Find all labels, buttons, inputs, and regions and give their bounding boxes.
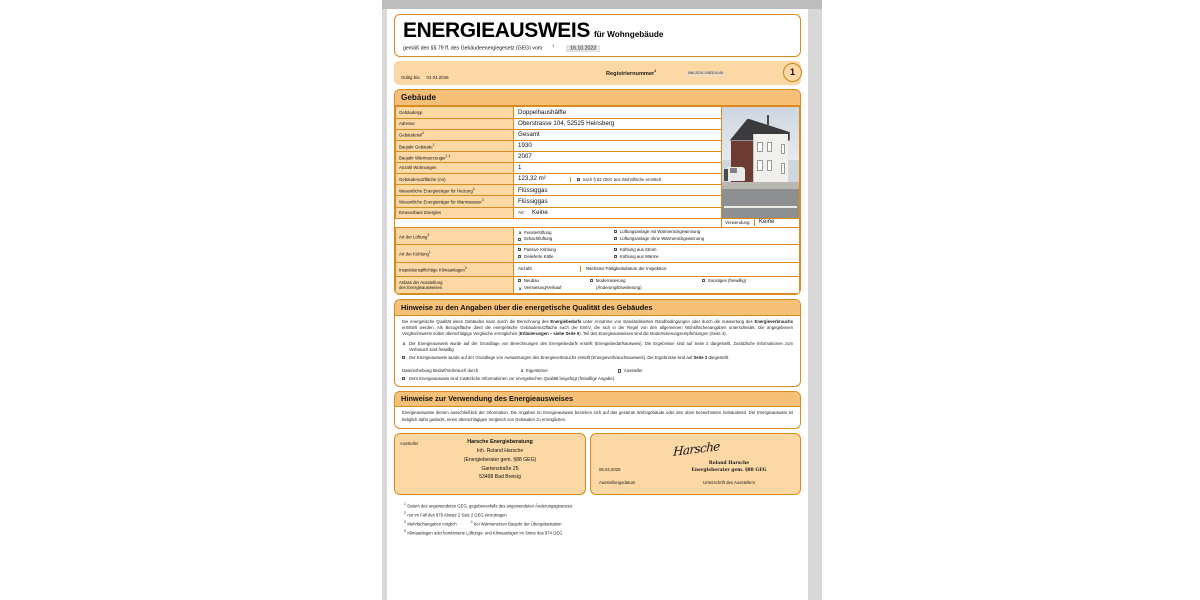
data-collection-row: [395, 366, 800, 376]
registration-label: [606, 69, 656, 78]
row-label-anlass: [396, 276, 514, 294]
ventilation-option-label: Schachtlüftung: [523, 236, 553, 242]
reason-option-label: Vermietung/Verkauf: [523, 285, 562, 291]
photo-bin: [724, 169, 729, 181]
law-footnote-marker: 1: [552, 44, 555, 48]
row-value-gebaeudetyp: Doppelhaushälfte: [514, 107, 722, 118]
photo-window: [767, 142, 772, 152]
label-text: Baujahr Wärmeerzeuger: [399, 155, 446, 161]
data-collection-label: Datenerhebung Bedarf/Verbrauch durch: [402, 367, 479, 373]
page-title: ENERGIEAUSWEIS: [403, 19, 590, 42]
row-label-kuehlung: [396, 245, 514, 262]
building-table: [395, 106, 800, 294]
label-text: Anzahl Wohnungen: [399, 165, 437, 171]
document-header: [394, 14, 801, 57]
nutzflaeche-note-text: nach § 82 GEG aus Wohnfläche ermittelt: [582, 176, 661, 182]
label-text-line1: Anlass der Ausstellung: [399, 279, 443, 285]
cooling-option-label: Passive Kühlung: [523, 246, 556, 252]
label-text: Baujahr Gebäude: [399, 143, 433, 149]
checkbox-icon[interactable]: [518, 248, 521, 251]
footnote-marker: 5: [464, 265, 467, 270]
row-value-kuehlung: [514, 245, 800, 262]
checkbox-icon[interactable]: [618, 369, 621, 372]
footnote-text: Mehrfachangaben möglich: [407, 521, 457, 527]
issuer-section: [394, 433, 801, 495]
footnotes: [394, 499, 801, 539]
footnote-number: 1: [404, 501, 406, 506]
checkbox-icon[interactable]: [402, 356, 405, 359]
footnote-text: Datum des angewendeten GEG, gegebenenfalls des angewendeten Änderungsgesetzes: [407, 503, 573, 509]
row-value-anzahl-wohnungen: 1: [514, 163, 722, 174]
table-row: [396, 245, 800, 262]
issuer-city: 53498 Bad Breisig: [479, 474, 521, 481]
building-section-title: Gebäude: [395, 90, 800, 106]
checkbox-icon[interactable]: [518, 255, 521, 258]
checkbox-icon[interactable]: [614, 230, 617, 233]
row-label-nutzflaeche: [396, 174, 514, 185]
table-row: [396, 262, 800, 276]
photo-window: [781, 163, 786, 174]
checkbox-icon[interactable]: [614, 248, 617, 251]
bullet-bold: Seite 3: [693, 354, 708, 360]
label-text: Inspektionspflichtige Klimaanlagen: [399, 267, 465, 273]
quality-bullet-bedarf: [395, 341, 800, 355]
label-text: Erneuerbare Energien: [399, 209, 442, 215]
renewables-use-value: Keine: [754, 219, 774, 227]
label-text-line2: des Energieausweises: [399, 284, 442, 290]
row-value-nutzflaeche: [514, 174, 722, 185]
checkbox-checked-icon[interactable]: x: [402, 340, 406, 346]
row-value-baujahr-gebaeude: 1930: [514, 140, 722, 151]
energieausweis-page: [387, 9, 808, 600]
checkbox-icon[interactable]: [614, 255, 617, 258]
table-row: [396, 218, 800, 227]
row-label-gebaeudeteil: [396, 129, 514, 140]
photo-window: [757, 160, 762, 171]
label-text: Art der Kühlung: [399, 251, 429, 257]
row-value-lueftung: [514, 227, 800, 245]
row-value-gebaeudeteil: Gesamt: [514, 129, 722, 140]
photo-road: [722, 189, 799, 218]
issuer-owner: Inh. Roland Harsche: [476, 448, 524, 455]
option-label: Eigentümer: [525, 367, 548, 373]
row-value-adresse: Oberstrasse 104, 52525 Heinsberg: [514, 118, 722, 129]
viewer-top-bar: [382, 0, 822, 9]
valid-until-value: 04.04.2036: [426, 75, 449, 81]
row-value-energietraeger-warmwasser: Flüssiggas: [514, 196, 722, 207]
para-part: unter Annahme von standardisierten Randbedingungen oder durch die Auswertung des: [581, 318, 755, 324]
row-value-energietraeger-heizung: Flüssiggas: [514, 185, 722, 196]
quality-extra-option: [395, 376, 800, 386]
bullet-part: dargestellt.: [707, 354, 730, 360]
option-label: Aussteller: [623, 367, 643, 373]
usage-notes-paragraph: Energieausweise dienen ausschließlich der Information. Die Angaben im Energieausweis beziehen sich auf das gesamte Wohngebäude oder den oben bezeichneten Gebäudeteil. Der Energieausweis ist lediglich dafür gedacht, einen überschlägigen Vergleich von Gebäuden zu ermöglichen.: [402, 410, 793, 422]
para-bold: Energiebedarfs: [550, 318, 582, 324]
label-text: Art der Lüftung: [399, 234, 428, 240]
para-bold: Energieverbrauchs: [754, 318, 793, 324]
reason-option-label: Neubau: [523, 277, 539, 283]
footnote-text: nur im Fall des §79 Absatz 2 Satz 2 GEG einzutragen: [407, 512, 507, 518]
row-label-klimaanlagen: [396, 262, 514, 276]
footnote-2: [404, 510, 791, 519]
renewables-art-value: Keine: [532, 208, 548, 216]
table-row: [396, 227, 800, 245]
aircon-count-label: Anzahl:: [518, 266, 533, 272]
checkbox-icon[interactable]: [614, 237, 617, 240]
issuer-qualification: (Energieberater gem. §88 GEG): [463, 456, 537, 463]
checkbox-icon[interactable]: [518, 238, 521, 241]
photo-window: [757, 142, 762, 152]
label-text: Wesentliche Energieträger für Heizung: [399, 188, 473, 194]
row-label-gebaeudetyp: [396, 107, 514, 118]
label-text: Gebäudeteil: [399, 132, 423, 138]
registration-value: NW-2026-008319149: [688, 71, 724, 76]
checkbox-icon[interactable]: [518, 279, 521, 282]
row-label-energietraeger-warmwasser: [396, 196, 514, 207]
house-photo-illustration: [722, 107, 799, 217]
page-subtitle: für Wohngebäude: [593, 30, 664, 39]
cooling-option-label: Kühlung aus Strom: [619, 246, 657, 252]
usage-notes-section: [394, 391, 801, 429]
footnote-number: 3: [404, 519, 406, 524]
issuer-street: Gartenstraße 25: [481, 465, 519, 472]
issuer-tag: Aussteller: [400, 440, 419, 446]
footnote-marker: 1 4: [445, 153, 451, 158]
quality-bullet-text: Der Energieausweis wurde auf der Grundlage von Berechnungen des Energiebedarfs erstellt (Energiebedarfsausweis). Die Ergebnisse sind auf Seite 2 dargestellt. Zusätzliche Informationen zum Verbrauch sind freiwillig.: [409, 340, 793, 353]
aircon-next-label: Nächstes Fälligkeitsdatum der Inspektion:: [580, 266, 799, 272]
footnote-5: [404, 528, 791, 537]
registration-label-text: Registriernummer: [606, 71, 655, 78]
checkbox-checked-icon[interactable]: x: [520, 367, 524, 373]
footnote-marker: 3: [481, 198, 484, 203]
valid-until: [401, 75, 449, 81]
label-text: Gebäudetyp: [399, 109, 423, 115]
quality-notes-section: [394, 299, 801, 387]
label-text: Wesentliche Energieträger für Warmwasser: [399, 199, 482, 205]
data-collection-issuer: [618, 368, 643, 373]
footnote-marker: 3: [427, 232, 430, 237]
photo-chimney: [767, 115, 770, 125]
building-photo: [722, 107, 800, 218]
issuer-box: [394, 433, 586, 495]
para-part: ). Teil des Energieausweises sind die Modernisierungsempfehlungen (Seite 4).: [579, 331, 727, 337]
photo-window: [781, 144, 786, 154]
footnote-number: 2: [404, 510, 406, 515]
ventilation-option-label: Fensterlüftung: [523, 229, 552, 235]
reason-option-label: Sonstiges (freiwillig): [707, 277, 747, 283]
registration-strip: [394, 61, 801, 85]
photo-road-marking: [724, 206, 798, 207]
row-value-baujahr-waermeerzeuger: 2007: [514, 151, 722, 162]
para-bold: Erläuterungen – siehe Seite 5: [519, 331, 580, 337]
quality-bullet-verbrauch: [395, 355, 800, 363]
para-part: Die energetische Qualität eines Gebäudes kann durch die Berechnung des: [402, 318, 551, 324]
cooling-option-label: Gelieferte Kälte: [523, 253, 554, 259]
row-value-erneuerbare: [514, 207, 722, 218]
footnote-text: bei Wärmenetzen Baujahr der Übergabestation: [474, 521, 562, 527]
footnote-marker: 1: [428, 250, 431, 255]
footnote-marker: 1: [432, 142, 435, 147]
para-part: ermittelt werden. Als Bezugsfläche dient die energetische Gebäudenutzfläche nach der EnEV, die sich in der Regel von den allgemeinen Wohnflächenangaben unterscheidet. Die angegebenen Vergleichswerte sollen überschlägige Vergleiche ermöglichen (: [402, 324, 793, 337]
table-row: [396, 276, 800, 294]
valid-until-label: Gültig bis:: [401, 75, 421, 81]
nutzflaeche-value: 123,32 m²: [518, 175, 546, 183]
nutzflaeche-note: [570, 177, 661, 182]
row-label-adresse: [396, 118, 514, 129]
issuer-company: Harsche Energieberatung: [467, 438, 533, 445]
reason-option-sub: (Änderung/Erweiterung): [596, 284, 642, 290]
building-section: [394, 89, 801, 295]
law-reference-line: [403, 44, 792, 52]
quality-notes-title: Hinweise zu den Angaben über die energetische Qualität des Gebäudes: [395, 300, 800, 315]
row-label-baujahr-waermeerzeuger: [396, 151, 514, 162]
footnote-number: 4: [470, 519, 473, 524]
checkbox-icon[interactable]: [402, 377, 405, 380]
registration-footnote-marker: 2: [654, 69, 657, 74]
issuer-lines: [395, 438, 585, 482]
row-label-energietraeger-heizung: [396, 185, 514, 196]
table-row: [396, 107, 800, 118]
law-date-value: 16.10.2023: [566, 45, 600, 52]
signature-name: Roland Harsche: [708, 460, 750, 466]
quality-notes-paragraph: [395, 316, 800, 341]
reason-option-label: Modernisierung: [595, 277, 626, 283]
photo-sidewalk: [722, 182, 799, 189]
row-label-anzahl-wohnungen: [396, 163, 514, 174]
data-collection-owner: [520, 368, 618, 374]
quality-extra-option-text: Dem Energieausweis sind zusätzliche Informationen zur energetischen Qualität beigefügt (freiwillige Angabe).: [409, 375, 616, 381]
renewables-use-label: Verwendung:: [725, 219, 751, 225]
checkbox-checked-icon[interactable]: x: [518, 229, 522, 235]
signature-role: Energieberater gem. §88 GEG: [691, 467, 767, 473]
ventilation-option-label: Lüftungsanlage ohne Wärmerückgewinnung: [619, 235, 704, 241]
checkbox-icon[interactable]: [702, 279, 705, 282]
photo-window: [767, 160, 772, 171]
footnote-number: 5: [404, 528, 406, 533]
renewables-usage-cell: [722, 218, 800, 227]
law-reference-text: gemäß den §§ 79 ff. des Gebäudeenergiegesetz (GEG) vom: [403, 45, 543, 52]
footnote-marker: 2: [422, 131, 424, 136]
renewables-art-label: Art:: [518, 209, 525, 215]
footnote-marker: 3: [472, 187, 475, 192]
row-label-erneuerbare: [396, 207, 514, 218]
footnote-3: [404, 519, 791, 528]
footnote-text: Klimaanlagen oder kombinierte Lüftungs- und Klimaanlagen im Sinne des §74 GEG: [407, 530, 563, 536]
signature-glyph: Harsche: [672, 438, 721, 459]
label-text: Gebäudenutzfläche (An): [399, 176, 446, 182]
checkbox-icon[interactable]: [577, 178, 580, 181]
quality-bullet-text: [409, 355, 793, 361]
row-label-lueftung: [396, 227, 514, 245]
signature-caption: Unterschrift des Ausstellers: [702, 479, 756, 485]
cooling-option-label: Kühlung aus Wärme: [619, 253, 659, 259]
footnote-1: [404, 501, 791, 510]
page-number-badge: 1: [783, 63, 802, 82]
bullet-part: Der Energieausweis wurde auf der Grundlage von Auswertungen des Energieverbrauchs erstellt (Energieverbrauchsausweis). Die Ergebnisse sind auf: [409, 354, 694, 360]
row-value-klimaanlagen: [514, 262, 800, 276]
ventilation-option-label: Lüftungsanlage mit Wärmerückgewinnung: [619, 228, 701, 234]
photo-van-window: [730, 168, 737, 172]
signature-box: [590, 433, 801, 495]
label-text: Adresse: [399, 120, 415, 126]
row-label-baujahr-gebaeude: [396, 140, 514, 151]
checkbox-checked-icon[interactable]: x: [518, 285, 522, 291]
issue-date-label: Ausstellungsdatum: [599, 479, 636, 485]
usage-notes-title: Hinweise zur Verwendung des Energieausweises: [395, 392, 800, 407]
issue-date-value: 05.04.2026: [599, 466, 621, 472]
checkbox-icon[interactable]: [590, 279, 593, 282]
row-value-anlass: [514, 276, 800, 294]
